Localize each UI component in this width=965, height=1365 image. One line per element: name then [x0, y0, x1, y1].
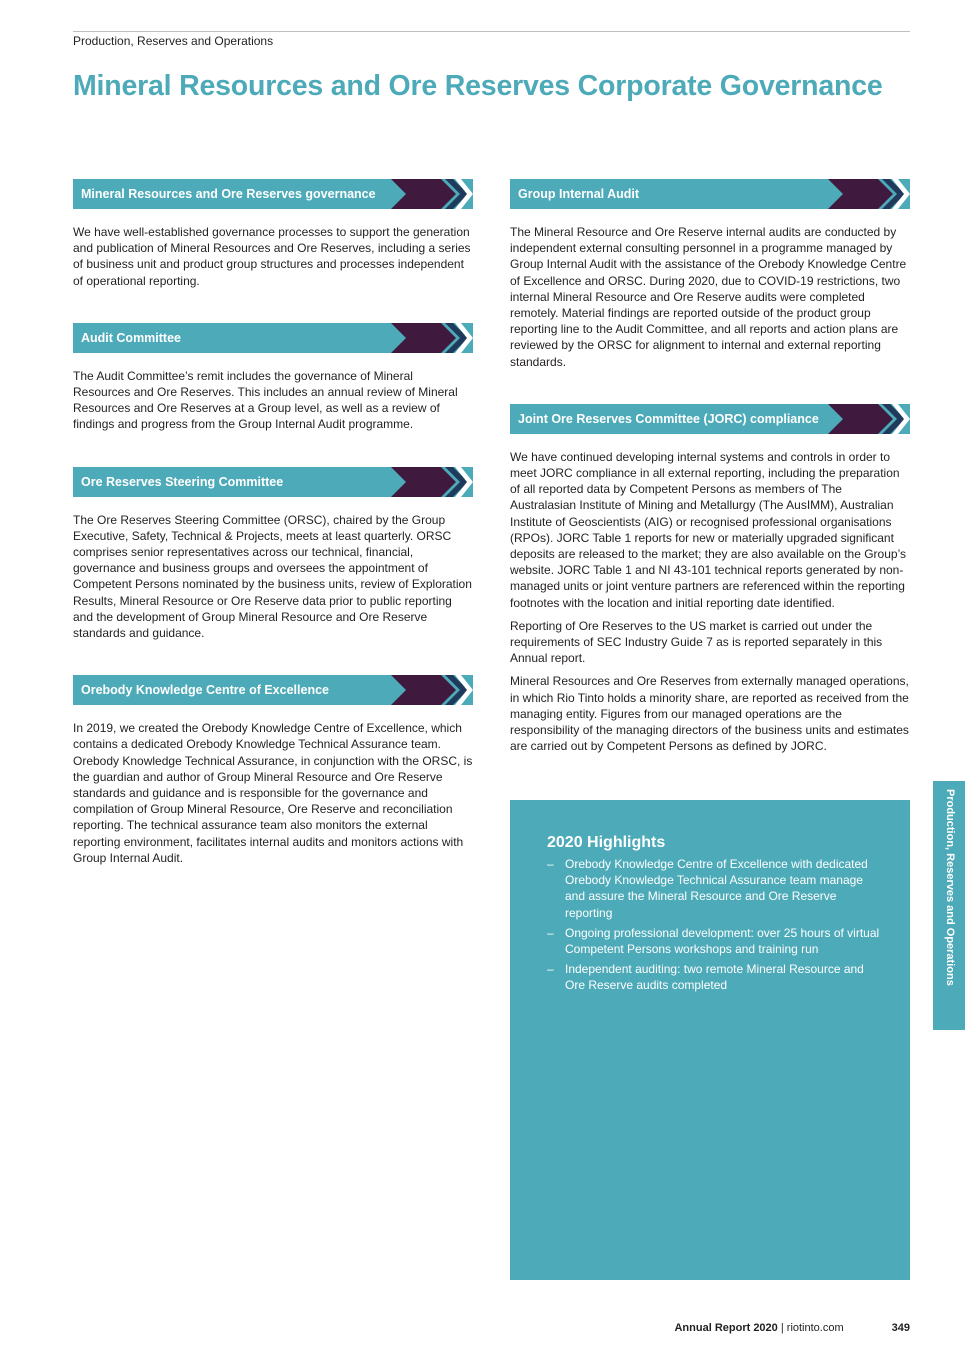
audit-committee-text: The Audit Committee’s remit includes the governance of Mineral Resources and Ore Reserves. This includes an annual review of Mineral Resources and Ore Reserves at a Group level, as well as a review of findings and progress from the Group Internal Audit programme. [73, 368, 458, 432]
highlight-item: – Independent auditing: two remote Mineral Resource and Ore Reserve audits completed [547, 962, 864, 993]
section-header-orsc [73, 467, 473, 497]
section-heading: Joint Ore Reserves Committee (JORC) compliance [518, 411, 819, 426]
side-section-tab[interactable] [933, 781, 965, 1030]
section-heading: Orebody Knowledge Centre of Excellence [81, 683, 329, 698]
highlight-item: – Orebody Knowledge Centre of Excellence with dedicated Orebody Knowledge Technical Assurance team manage and assure the Mineral Resource and Ore Reserve reporting [547, 857, 868, 920]
highlights-list [547, 856, 882, 998]
governance-text: We have well-established governance processes to support the generation and publication of Mineral Resources and Ore Reserves, including a series of business unit and product group structures and processes independent of operational reporting. [73, 225, 471, 288]
section-header-internal-audit [510, 179, 910, 209]
running-head: Production, Reserves and Operations [73, 34, 274, 48]
chevron-arrow-icon [828, 179, 910, 209]
chevron-arrow-icon [391, 323, 473, 353]
section-heading: Ore Reserves Steering Committee [81, 474, 284, 489]
section-heading: Audit Committee [81, 330, 181, 345]
chevron-arrow-icon [391, 675, 473, 705]
highlights-box [510, 800, 910, 1280]
chevron-arrow-icon [828, 404, 910, 434]
footer-separator: | [777, 1322, 787, 1334]
dash-bullet: – [547, 925, 554, 940]
chevron-arrow-icon [391, 467, 473, 497]
footer-report-title: Annual Report 2020 [674, 1322, 778, 1334]
right-column [510, 179, 910, 754]
side-tab-label: Production, Reserves and Operations [944, 789, 956, 986]
dash-bullet: – [547, 857, 554, 871]
section-header-audit-committee [73, 323, 473, 353]
jorc-text-1: We have continued developing internal systems and controls in order to meet JORC compliance in all external reporting, including the preparation of all reported data by Competent Persons as members of The Australasian Institute of Mining and Metallurgy (The AusIMM), Australian Institute of Geoscientists (AIG) or recognised professional organisations (RPOs). JORC Table 1 reports for new or materially upgraded significant deposits are released to the market; they are also available on the Group’s website. JORC Table 1 and NI 43-101 technical reports generated by non-managed units or joint venture partners are referenced within the reporting footnotes with the location and initial reporting date identified. [510, 449, 907, 610]
footer [674, 1322, 910, 1334]
highlight-item: – Ongoing professional development: over 25 hours of virtual Competent Persons workshops and training run [547, 925, 880, 957]
footer-site-link[interactable]: riotinto.com [786, 1322, 844, 1334]
header-rule [73, 31, 910, 32]
left-column [73, 179, 473, 866]
chevron-arrow-icon [391, 179, 473, 209]
page-title: Mineral Resources and Ore Reserves Corporate Governance [73, 70, 883, 102]
dash-bullet: – [547, 962, 554, 977]
internal-audit-text: The Mineral Resource and Ore Reserve internal audits are conducted by independent external consulting personnel in a programme managed by Group Internal Audit with the assistance of the Orebody Knowledge Centre of Excellence and ORSC. During 2020, due to COVID-19 restrictions, two internal Mineral Resource and Ore Reserve audits were completed remotely. Material findings are reported outside of the product group reporting line to the Audit Committee, and all reports and action plans are reviewed by the ORSC for alignment to internal and external reporting standards. [510, 225, 907, 369]
section-heading: Group Internal Audit [518, 187, 640, 201]
section-heading: Mineral Resources and Ore Reserves governance [81, 187, 376, 201]
jorc-text-3: Mineral Resources and Ore Reserves from externally managed operations, in which Rio Tinto holds a minority share, are reported as received from the managing entity. Figures from our managed operations are the responsibility of the managing directors of the business units and estimates are carried out by Competent Persons as defined by JORC. [510, 674, 909, 754]
page-number: 349 [891, 1322, 910, 1334]
orsc-text: The Ore Reserves Steering Committee (ORSC), chaired by the Group Executive, Safety, Technical & Projects, meets at least quarterly. ORSC comprises senior representatives across our technical, financial, governance and business groups and oversees the appointment of Competent Persons nominated by the business units, review of Exploration Results, Mineral Resource or Ore Reserve data prior to public reporting and the development of Group Mineral Resource and Ore Reserve standards and guidance. [73, 512, 472, 641]
okce-text: In 2019, we created the Orebody Knowledge Centre of Excellence, which contains a dedicated Orebody Knowledge Technical Assurance team. Orebody Knowledge Technical Assurance, in conjunction with the ORSC, is the guardian and author of Group Mineral Resource and Ore Reserve standards and guidance and is responsible for the governance and compilation of Group Mineral Resource, Ore Reserve and reconciliation reporting. The technical assurance team also monitors the external reporting environment, facilitates internal audits and monitors actions with Group Internal Audit. [73, 721, 473, 865]
section-header-governance [73, 179, 473, 209]
section-header-okce [73, 675, 473, 705]
section-header-jorc [510, 404, 910, 434]
highlights-title: 2020 Highlights [547, 834, 666, 851]
jorc-text-2: Reporting of Ore Reserves to the US market is carried out under the requirements of SEC Industry Guide 7 as is reported separately in this Annual report. [510, 618, 883, 666]
